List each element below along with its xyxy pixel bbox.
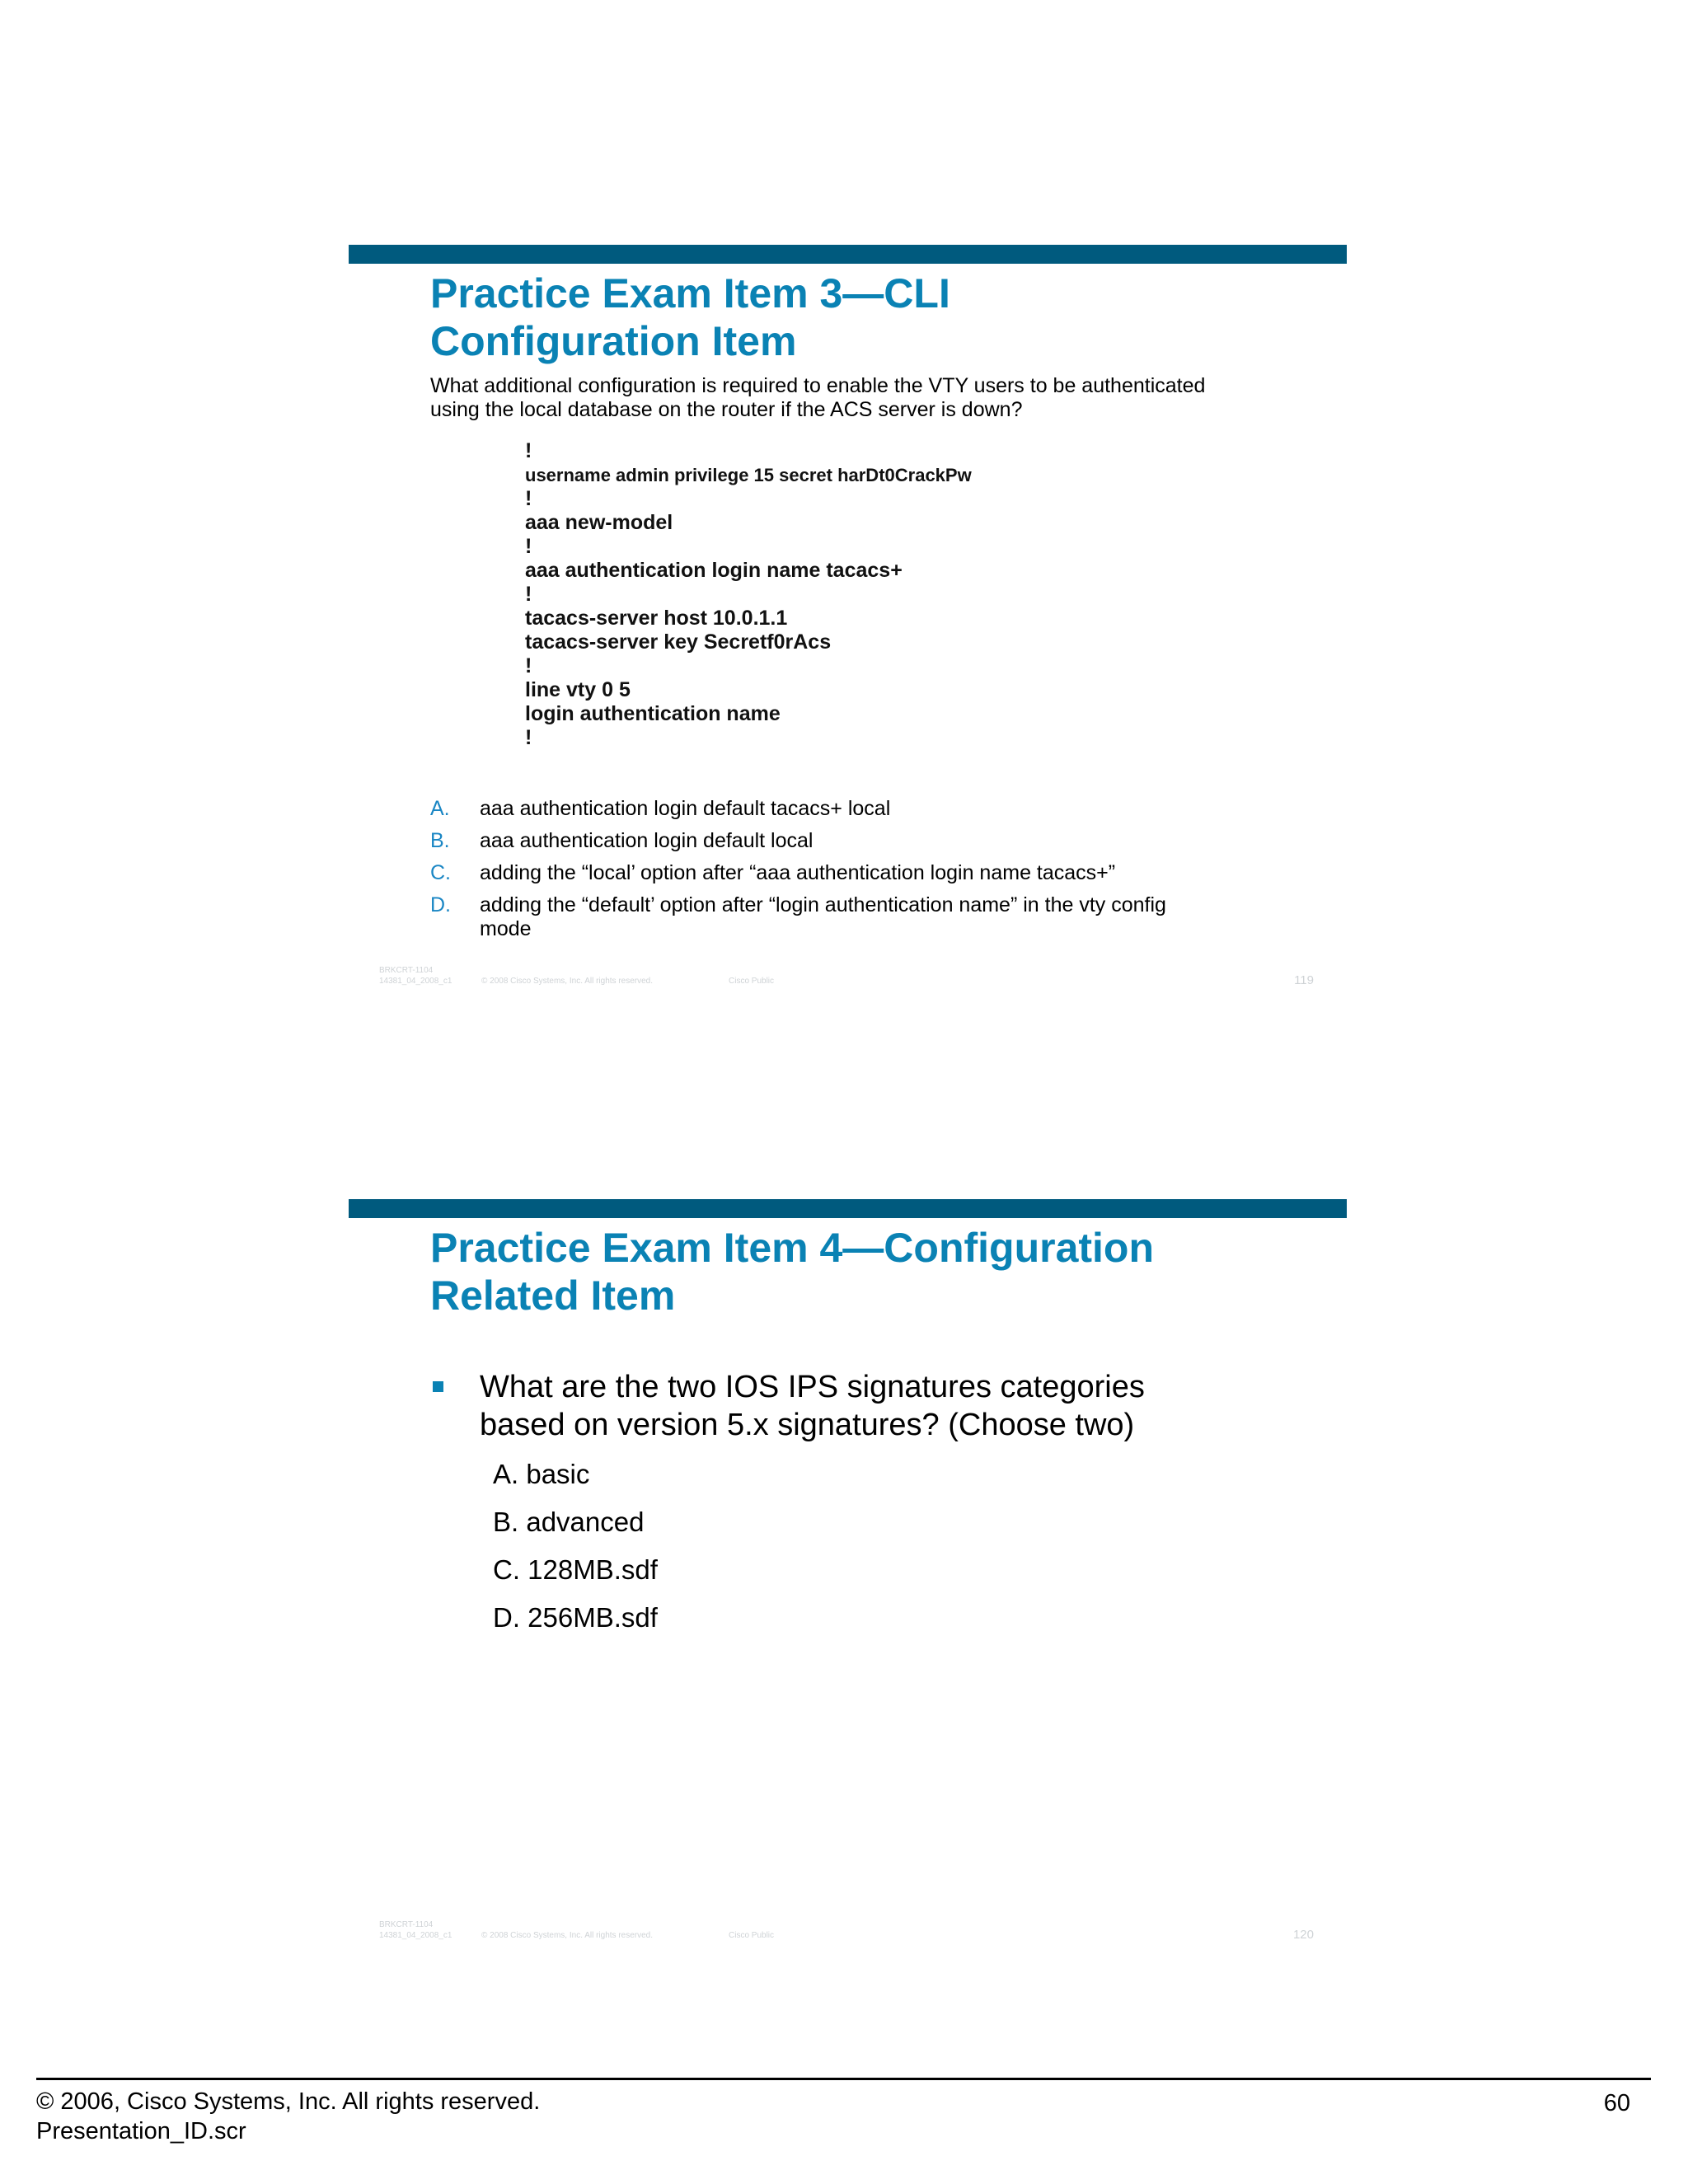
answer-item-a [430, 797, 1189, 821]
answer-option-b: B. advanced [493, 1507, 645, 1537]
footer-copyright: © 2008 Cisco Systems, Inc. All rights reserved. [481, 1931, 654, 1940]
slide-title-line-1: Practice Exam Item 4—Configuration [430, 1225, 1155, 1271]
footer-doc-code: 14381_04_2008_c1 [379, 1931, 452, 1940]
slide-title [430, 1224, 1154, 1319]
answer-text: adding the “default’ option after “login authentication name” in the vty config mode [480, 893, 1166, 940]
slide-120 [349, 1199, 1347, 1957]
slide-number: 119 [1294, 973, 1314, 987]
code-line: ! [525, 535, 532, 558]
slide-119 [349, 245, 1347, 1003]
square-bullet-icon [433, 1381, 443, 1392]
code-line: ! [525, 487, 532, 510]
code-line: ! [525, 439, 532, 462]
slide-title-line-1: Practice Exam Item 3—CLI [430, 270, 950, 316]
footer-classification: Cisco Public [729, 977, 775, 986]
slide-title [430, 269, 950, 365]
code-line: aaa new-model [525, 511, 673, 534]
answer-item-d [430, 893, 1189, 941]
code-line: line vty 0 5 [525, 678, 631, 701]
code-line: ! [525, 726, 532, 749]
footer-classification: Cisco Public [729, 1931, 775, 1940]
question-text: What are the two IOS IPS signatures categories based on version 5.x signatures? (Choose two) [480, 1370, 1145, 1442]
code-line: tacacs-server host 10.0.1.1 [525, 607, 788, 630]
code-line: username admin privilege 15 secret harDt0CrackPw [525, 465, 972, 485]
code-line: login authentication name [525, 702, 781, 725]
answer-options [493, 1459, 658, 1650]
code-line: ! [525, 654, 532, 677]
footer-doc-code: 14381_04_2008_c1 [379, 977, 452, 986]
page-footer-rule [36, 2078, 1651, 2080]
answer-item-c [430, 861, 1189, 885]
slide-title-line-2: Configuration Item [430, 318, 797, 364]
bullet-question [430, 1368, 1221, 1444]
answer-list [430, 797, 1189, 949]
answer-text: aaa authentication login default local [480, 829, 814, 852]
presentation-id: Presentation_ID.scr [36, 2118, 246, 2144]
slide-header-bar [349, 1199, 1347, 1218]
answer-item-b [430, 829, 1189, 853]
answer-letter: D. [430, 893, 451, 916]
question-text [430, 374, 1205, 422]
question-line-1: What additional configuration is required to enable the VTY users to be authenticated [430, 374, 1206, 397]
answer-text: adding the “local’ option after “aaa authentication login name tacacs+” [480, 861, 1116, 884]
page-footer [36, 2087, 540, 2146]
answer-letter: A. [430, 797, 450, 820]
code-line: aaa authentication login name tacacs+ [525, 559, 903, 582]
footer-session-code: BRKCRT-1104 [379, 1920, 434, 1929]
cli-config-block [525, 439, 972, 750]
page-copyright: © 2006, Cisco Systems, Inc. All rights reserved. [36, 2088, 541, 2115]
slide-title-line-2: Related Item [430, 1272, 676, 1319]
answer-letter: C. [430, 861, 451, 884]
code-line: tacacs-server key Secretf0rAcs [525, 630, 832, 654]
code-line: ! [525, 583, 532, 606]
slide-number: 120 [1292, 1928, 1314, 1942]
answer-letter: B. [430, 829, 450, 852]
answer-option-d: D. 256MB.sdf [493, 1602, 658, 1633]
question-line-2: using the local database on the router if the ACS server is down? [430, 398, 1023, 421]
footer-copyright: © 2008 Cisco Systems, Inc. All rights reserved. [481, 977, 654, 986]
answer-option-a: A. basic [493, 1459, 590, 1489]
answer-text: aaa authentication login default tacacs+ local [480, 797, 891, 820]
footer-session-code: BRKCRT-1104 [379, 966, 434, 975]
page-number: 60 [1603, 2090, 1630, 2116]
answer-option-c: C. 128MB.sdf [493, 1554, 658, 1585]
slide-header-bar [349, 245, 1347, 264]
